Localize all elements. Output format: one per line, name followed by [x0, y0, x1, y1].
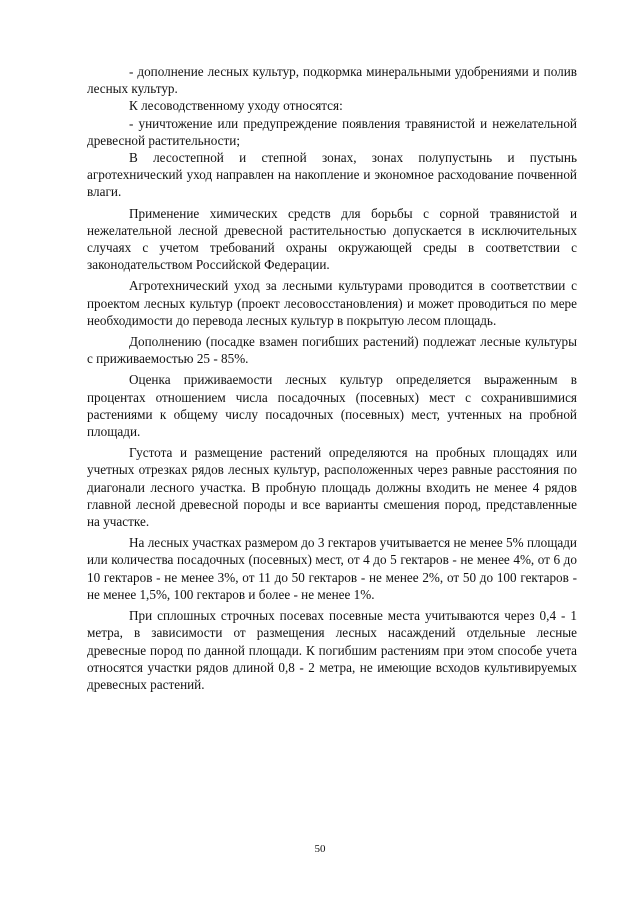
body-text: [87, 63, 577, 693]
paragraph-3: - уничтожение или предупреждение появления травянистой и нежелательной древесной растительности;: [87, 115, 577, 148]
paragraph-10: На лесных участках размером до 3 гектаров учитывается не менее 5% площади или количества посадочных (посевных) мест, от 4 до 5 гектаров - не менее 4%, от 6 до 10 гектаров - не менее 3%, от 11 до 50 гектаров - не менее 2%, от 50 до 100 гектаров - не менее 1,5%, 100 гектаров и более - не менее 1%.: [87, 535, 577, 602]
paragraph-8: Оценка приживаемости лесных культур определяется выраженным в процентах отношением числа посадочных (посевных) мест с сохранившимися растениями к общему числу посадочных (посевных) мест, учтенных на пробной площади.: [87, 372, 577, 440]
paragraph-6: Агротехнический уход за лесными культурами проводится в соответствии с проектом лесных культур (проект лесовосстановления) и может проводиться по мере необходимости до перевода лесных культур в покрытую лесом площадь.: [87, 278, 577, 328]
paragraph-7: Дополнению (посадке взамен погибших растений) подлежат лесные культуры с приживаемостью 25 - 85%.: [87, 334, 577, 367]
paragraph-5: Применение химических средств для борьбы с сорной травянистой и нежелательной лесной древесной растительностью допускается в исключительных случаях с учетом требований охраны окружающей среды в соответствии с законодательством Российской Федерации.: [87, 205, 577, 273]
page-number: 50: [314, 843, 326, 855]
paragraph-9: Густота и размещение растений определяются на пробных площадях или учетных отрезках рядов лесных культур, расположенных через равные расстояния по диагонали лесного участка. В пробную площадь должны входить не менее 4 рядов главной лесной древесной породы и все варианты смешения пород, представленные на участке.: [87, 445, 577, 530]
paragraph-4: В лесостепной и степной зонах, зонах полупустынь и пустынь агротехнический уход направлен на накопление и экономное расходование почвенной влаги.: [87, 150, 577, 200]
paragraph-11: При сплошных строчных посевах посевные места учитываются через 0,4 - 1 метра, в зависимости от размещения лесных насаждений отдельные лесные древесные пород по данной площади. К погибшим растениям при этом способе учета относятся участки рядов длиной 0,8 - 2 метра, не имеющие всходов культивируемых древесных растений.: [87, 608, 577, 692]
paragraph-1: - дополнение лесных культур, подкормка минеральными удобрениями и полив лесных культур.: [87, 64, 577, 97]
paragraph-2: К лесоводственному уходу относятся:: [129, 98, 343, 114]
